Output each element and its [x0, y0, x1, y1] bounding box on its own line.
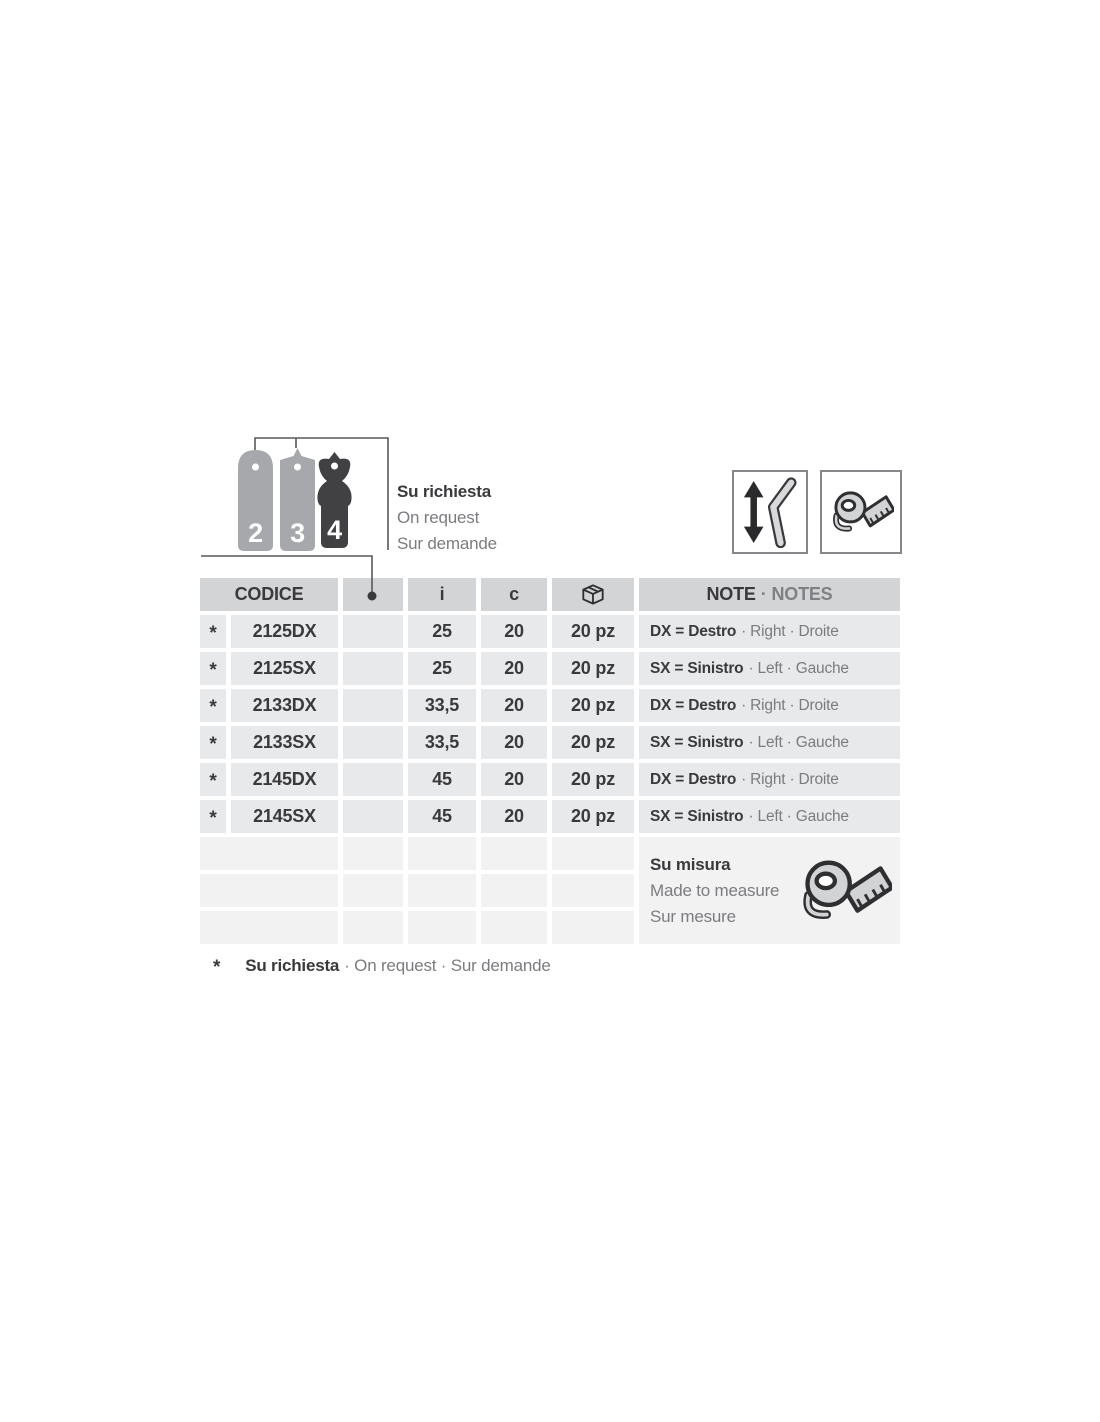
row-c-value: 20	[481, 800, 547, 833]
made-to-measure-cell	[639, 837, 900, 944]
row-i-value: 45	[408, 763, 476, 796]
made-to-measure-text	[650, 852, 779, 930]
row-dot-cell	[343, 726, 403, 759]
on-request-it: Su richiesta	[397, 482, 491, 501]
header-dot-column	[343, 578, 403, 611]
row-code: 2133SX	[231, 726, 338, 759]
row-note: DX = Destro · Right · Droite	[639, 615, 900, 648]
tag-3-hole	[294, 464, 301, 471]
header-notes: NOTE · NOTES	[639, 578, 900, 611]
made-to-measure-en: Made to measure	[650, 880, 780, 900]
package-box-icon	[579, 581, 607, 609]
row-dot-cell	[343, 652, 403, 685]
row-i-value: 25	[408, 652, 476, 685]
header-package	[552, 578, 634, 611]
height-adjust-arrow-icon	[739, 476, 801, 548]
spec-table	[200, 578, 900, 944]
tag-3-number: 3	[290, 518, 305, 548]
on-request-en: On request	[397, 508, 480, 527]
row-i-value: 33,5	[408, 689, 476, 722]
row-c-value: 20	[481, 763, 547, 796]
row-pack-value: 20 pz	[552, 726, 634, 759]
adjustable-allen-key-icon-box	[732, 470, 808, 554]
on-request-fr: Sur demande	[397, 534, 497, 553]
row-pack-value: 20 pz	[552, 689, 634, 722]
tag-shapes-graphic	[230, 436, 365, 556]
row-dot-cell	[343, 689, 403, 722]
row-c-value: 20	[481, 652, 547, 685]
row-c-value: 20	[481, 726, 547, 759]
tag-4-hole	[331, 463, 338, 470]
empty-cell	[343, 911, 403, 944]
header-c: c	[481, 578, 547, 611]
row-code: 2145SX	[231, 800, 338, 833]
row-pack-value: 20 pz	[552, 763, 634, 796]
row-star: *	[200, 800, 226, 833]
empty-cell	[408, 874, 476, 907]
row-code: 2125DX	[231, 615, 338, 648]
row-pack-value: 20 pz	[552, 800, 634, 833]
row-note: SX = Sinistro · Left · Gauche	[639, 652, 900, 685]
empty-cell	[200, 911, 338, 944]
row-note: DX = Destro · Right · Droite	[639, 763, 900, 796]
made-to-measure-it: Su misura	[650, 854, 731, 874]
empty-cell	[343, 837, 403, 870]
footnote-strong: Su richiesta	[245, 956, 340, 975]
row-note: DX = Destro · Right · Droite	[639, 689, 900, 722]
empty-cell	[200, 874, 338, 907]
row-note: SX = Sinistro · Left · Gauche	[639, 800, 900, 833]
footnote-rest: · On request · Sur demande	[344, 956, 551, 975]
row-star: *	[200, 726, 226, 759]
row-i-value: 45	[408, 800, 476, 833]
row-c-value: 20	[481, 689, 547, 722]
header-codice: CODICE	[200, 578, 338, 611]
empty-cell	[552, 837, 634, 870]
on-request-legend	[397, 479, 597, 557]
empty-cell	[408, 837, 476, 870]
empty-cell	[481, 874, 547, 907]
empty-cell	[552, 874, 634, 907]
tag-4-number: 4	[327, 515, 342, 545]
empty-cell	[481, 911, 547, 944]
row-code: 2125SX	[231, 652, 338, 685]
empty-cell	[408, 911, 476, 944]
row-i-value: 33,5	[408, 726, 476, 759]
empty-cell	[481, 837, 547, 870]
row-i-value: 25	[408, 615, 476, 648]
row-note: SX = Sinistro · Left · Gauche	[639, 726, 900, 759]
row-star: *	[200, 763, 226, 796]
row-dot-cell	[343, 763, 403, 796]
tag-2-hole	[252, 464, 259, 471]
row-star: *	[200, 615, 226, 648]
made-to-measure-fr: Sur mesure	[650, 906, 736, 926]
empty-cell	[552, 911, 634, 944]
empty-cell	[200, 837, 338, 870]
empty-cell	[343, 874, 403, 907]
row-dot-cell	[343, 800, 403, 833]
row-code: 2145DX	[231, 763, 338, 796]
row-code: 2133DX	[231, 689, 338, 722]
measuring-tape-icon	[796, 853, 892, 928]
measuring-tape-icon-box	[820, 470, 902, 554]
tag-2-number: 2	[248, 518, 263, 548]
measuring-tape-icon	[828, 485, 894, 539]
row-pack-value: 20 pz	[552, 615, 634, 648]
allen-key-icon	[773, 483, 791, 543]
row-pack-value: 20 pz	[552, 652, 634, 685]
row-star: *	[200, 689, 226, 722]
header-i: i	[408, 578, 476, 611]
footnote-asterisk: *	[213, 957, 221, 978]
footnote	[200, 954, 900, 978]
row-dot-cell	[343, 615, 403, 648]
row-c-value: 20	[481, 615, 547, 648]
row-star: *	[200, 652, 226, 685]
